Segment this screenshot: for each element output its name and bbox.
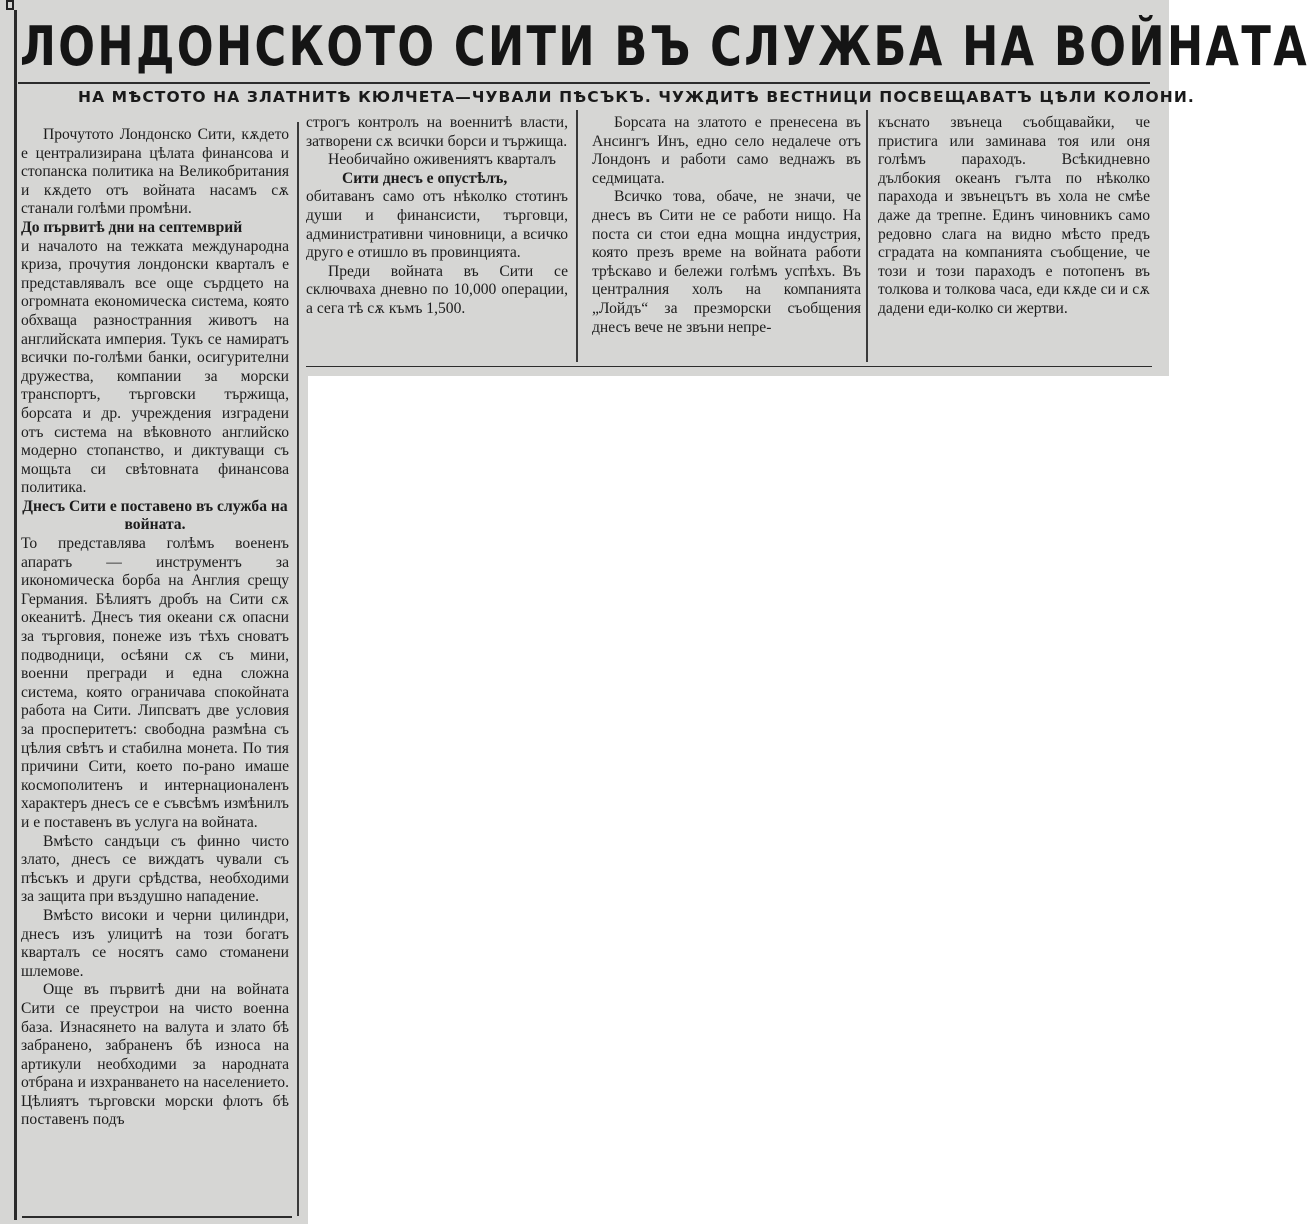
- section-heading: Сити днесъ е опустѣлъ,: [342, 169, 508, 187]
- column-bottom-rule: [22, 1216, 292, 1218]
- section-heading: Днесъ Сити е поставено въ служба на войната.: [22, 497, 288, 534]
- headline-rule: [18, 82, 1150, 84]
- paragraph: Още въ първитѣ дни на войната Сити се преустрои на чисто военна база. Изнасянето на валута и злато бѣ забранено, забраненъ бѣ износа на артикули необходими за народната отбрана и изхранването на населението. Цѣлиятъ търговски морски флотъ бѣ поставенъ подъ: [21, 981, 289, 1129]
- paragraph: къснато звънеца съобщавайки, че пристига или заминава тоя или оня голѣмъ параходъ. Всѣкидневно дълбокия океанъ гълта по нѣколко парахода и звънецътъ въ хола не смѣе даже да трепне. Единъ чиновникъ само редовно слага на видно мѣсто предъ сградата на компанията съобщение, че този и този параходъ е потопенъ въ толкова и толкова часа, еди кѫде си и сѫ дадени еди-колко си жертви.: [878, 114, 1150, 317]
- column-divider-2: [576, 110, 578, 362]
- article-column-4: [878, 114, 1150, 319]
- article-column-2: [306, 114, 568, 319]
- paragraph: Прочутото Лондонско Сити, кѫдето е централизирана цѣлата финансова и стопанска политика на Великобритания и кѫдето отъ войната насамъ сѫ станали голѣми промѣни.: [21, 126, 289, 218]
- corner-mark: [6, 0, 14, 10]
- left-border-rule: [14, 10, 17, 1220]
- paragraph: строгъ контролъ на военнитѣ власти, затворени сѫ всички борси и тържища.: [306, 114, 568, 150]
- article-column-1: [21, 126, 289, 1130]
- paragraph: Вмѣсто сандъци съ финно чисто злато, днесъ се виждатъ чували съ пѣсъкъ и други срѣдства, необходими за защита при въздушно нападение.: [21, 832, 289, 906]
- paragraph: обитаванъ само отъ нѣколко стотинъ души и финансисти, търговци, административни чиновници, а всичко друго е отишло въ провинцията.: [306, 188, 568, 262]
- column-divider-3: [866, 110, 868, 362]
- article-column-3: [592, 114, 861, 337]
- section-heading: До първитѣ дни на септемврий: [21, 218, 243, 236]
- paragraph: То представлява голѣмъ воененъ апаратъ — инструментъ за икономическа борба на Англия срещу Германия. Бѣлиятъ дробъ на Сити сѫ океанитѣ. Днесъ тия океани сѫ опасни за търговия, понеже изъ тѣхъ сноватъ подводници, осѣяни сѫ съ мини, военни прегради и една сложна система, която ограничава спокойната работа на Сити. Липсватъ две условия за просперитетъ: свободна размѣна съ цѣлия свѣтъ и стабилна монета. По тия причини Сити, което по-рано имаше космополитенъ и интернационаленъ характеръ днесъ се е съвсѣмъ измѣнилъ и е поставенъ въ услуга на войната.: [21, 535, 289, 831]
- column-divider-1: [297, 122, 299, 1216]
- article-headline: ЛОНДОНСКОТО СИТИ ВЪ СЛУЖБА НА ВОЙНАТА: [20, 15, 1309, 78]
- paragraph: Вмѣсто високи и черни цилиндри, днесъ изъ улицитѣ на този богатъ кварталъ се носятъ само стоманени шлемове.: [21, 906, 289, 980]
- paragraph: и началото на тежката международна криза, прочутия лондонски кварталъ е представлявалъ все още сърдцето на огромната економическа система, която обхваща разностранния животъ на английската империя. Тукъ се намиратъ всички по-голѣми банки, осигурителни дружества, компании за морски транспортъ, търговски тържища, борсата и др. учреждения изградени отъ система на вѣковното английско модерно стопанство, и диктуващи съ мощьта си свѣтовната финансова политика.: [21, 237, 289, 497]
- paragraph: Всичко това, обаче, не значи, че днесъ въ Сити не се работи нищо. На поста си стои една мощна индустрия, която презъ време на войната работи трѣскаво и бележи голѣмъ успѣхъ. Въ централния холъ на компанията „Лойдъ“ за презморски съобщения днесъ вече не звъни непре-: [592, 188, 861, 336]
- paragraph: Преди войната въ Сити се сключваха дневно по 10,000 операции, а сега тѣ сѫ къмъ 1,500.: [306, 262, 568, 317]
- clipping-bottom-edge: [306, 366, 1152, 367]
- paragraph: Необичайно оживениятъ кварталъ: [328, 151, 556, 169]
- article-subheadline: НА МѢСТОТО НА ЗЛАТНИТѢ КЮЛЧЕТА—ЧУВАЛИ ПѢСЪКЪ. ЧУЖДИТѢ ВЕСТНИЦИ ПОСВЕЩАВАТЪ ЦѢЛИ КОЛОНИ.: [78, 88, 1195, 106]
- paragraph: Борсата на златото е пренесена въ Ансингъ Инъ, едно село недалече отъ Лондонъ и работи само веднажъ въ седмицата.: [592, 114, 861, 187]
